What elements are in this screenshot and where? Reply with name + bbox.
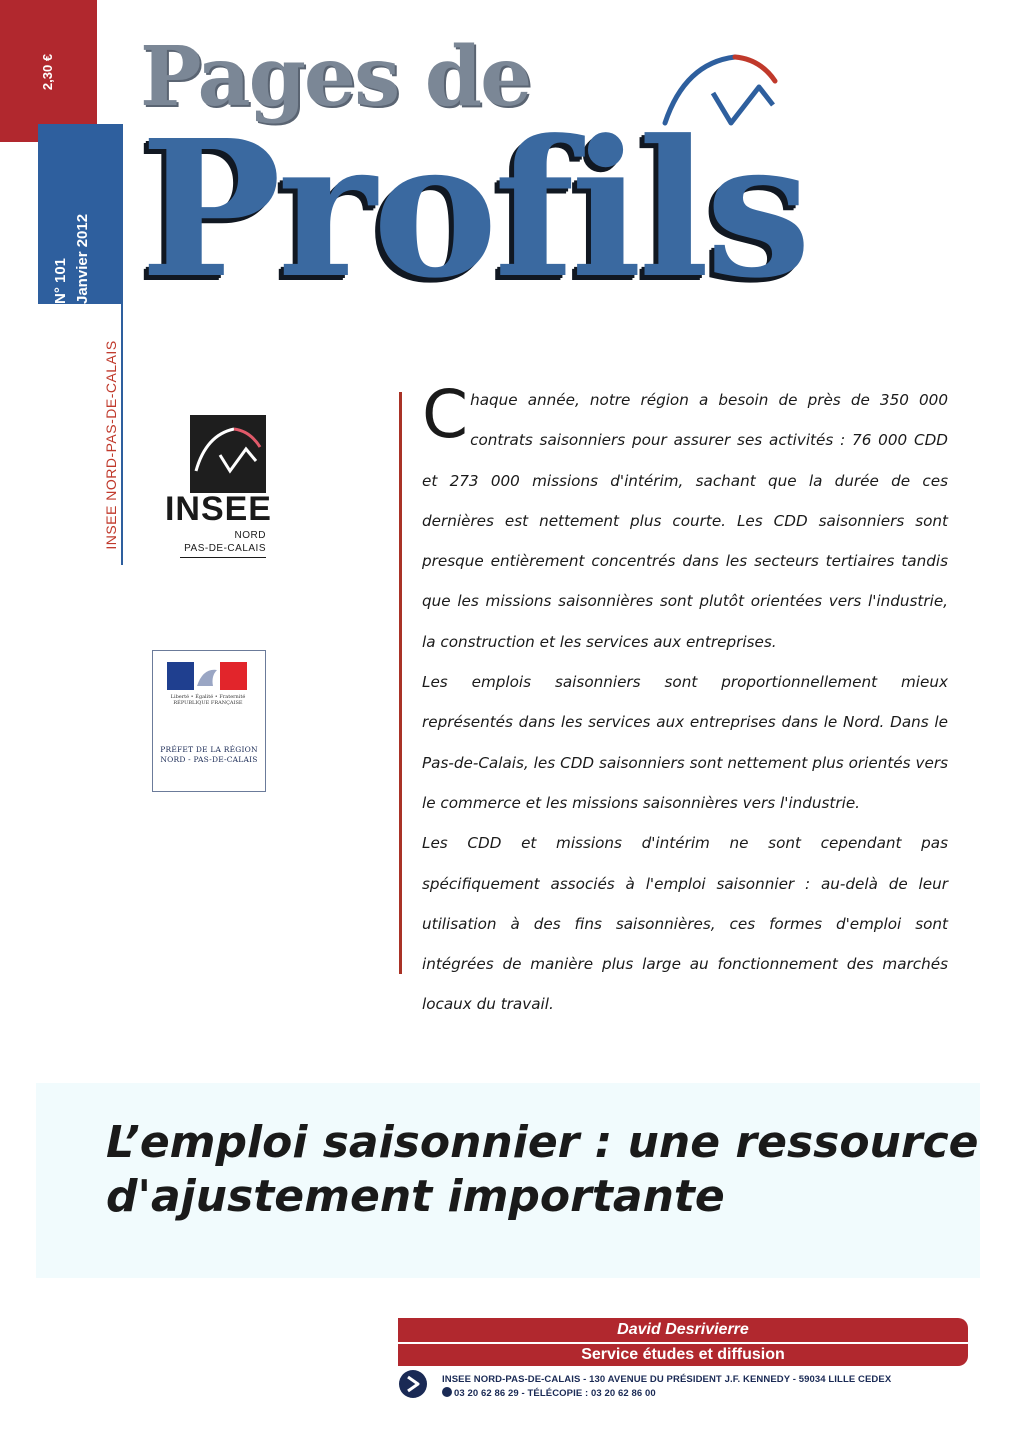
issue-number: N° 101 [52, 257, 69, 304]
insee-arc-logo-icon [655, 45, 785, 135]
author-bar: David Desrivierre [398, 1318, 968, 1342]
article-title-line-2: d'ajustement importante [106, 1171, 725, 1222]
footer-phone: 03 20 62 86 29 - TÉLÉCOPIE : 03 20 62 86 00 [454, 1388, 656, 1399]
footer-phone-line [442, 1387, 656, 1399]
footer-address: INSEE NORD-PAS-DE-CALAIS - 130 AVENUE DU PRÉSIDENT J.F. KENNEDY - 59034 LILLE CEDEX [442, 1374, 892, 1385]
phone-icon [442, 1387, 452, 1397]
intro-paragraph-2: Les emplois saisonniers sont proportionnellement mieux représentés dans les services aux entreprises dans le Nord. Dans le Pas-de-Calais, les CDD saisonniers sont nettement plus orientés vers le commerce et les missions saisonnières vers l'industrie. [422, 673, 948, 812]
insee-logo-word: INSEE [164, 490, 272, 528]
insee-logo-mark [190, 415, 266, 493]
issue-info [50, 124, 110, 304]
article-title [106, 1116, 979, 1224]
region-divider [121, 300, 123, 565]
intro-paragraph-1 [422, 376, 948, 662]
masthead-pages-de: Pages de [140, 29, 531, 125]
intro-paragraph-3: Les CDD et missions d'intérim ne sont cependant pas spécifiquement associés à l'emploi saisonnier : au-delà de leur utilisation à des fins saisonnières, ces formes d'emploi sont intégrées de manière plus large au fonctionnement des marchés locaux du travail. [422, 834, 948, 1014]
dropcap: C [422, 376, 469, 453]
issue-date: Janvier 2012 [74, 213, 91, 304]
prefet-motto: Liberté • Égalité • Fraternité RÉPUBLIQUE FRANÇAISE [170, 694, 246, 706]
intro-text [422, 376, 948, 1025]
insee-logo-nord: NORD [234, 530, 266, 541]
service-bar: Service études et diffusion [398, 1344, 968, 1366]
marianne-flag-icon [167, 662, 247, 690]
price-label: 2,30 € [40, 53, 55, 91]
masthead-profils: Profils [140, 99, 808, 320]
intro-paragraph-1-text: haque année, notre région a besoin de près de 350 000 contrats saisonniers pour assurer ses activités : 76 000 CDD et 273 000 missions d'intérim, sachant que la durée de ces dernières est nettement plus courte. Les CDD saisonniers sont presque entièrement concentrés dans les secteurs tertiaires tandis que les missions saisonnières sont plutôt orientées vers l'industrie, la construction et les services aux entreprises. [422, 391, 948, 651]
prefet-label: PRÉFET DE LA RÉGION NORD - PAS-DE-CALAIS [160, 745, 258, 764]
text-rule [399, 392, 402, 974]
article-title-line-1: L’emploi saisonnier : une ressource [106, 1117, 979, 1168]
arrow-right-icon [398, 1369, 428, 1399]
insee-mark-icon [190, 415, 266, 493]
region-label: INSEE NORD-PAS-DE-CALAIS [103, 340, 119, 550]
insee-logo-rule [180, 557, 266, 558]
insee-logo-pdc: PAS-DE-CALAIS [184, 543, 266, 554]
